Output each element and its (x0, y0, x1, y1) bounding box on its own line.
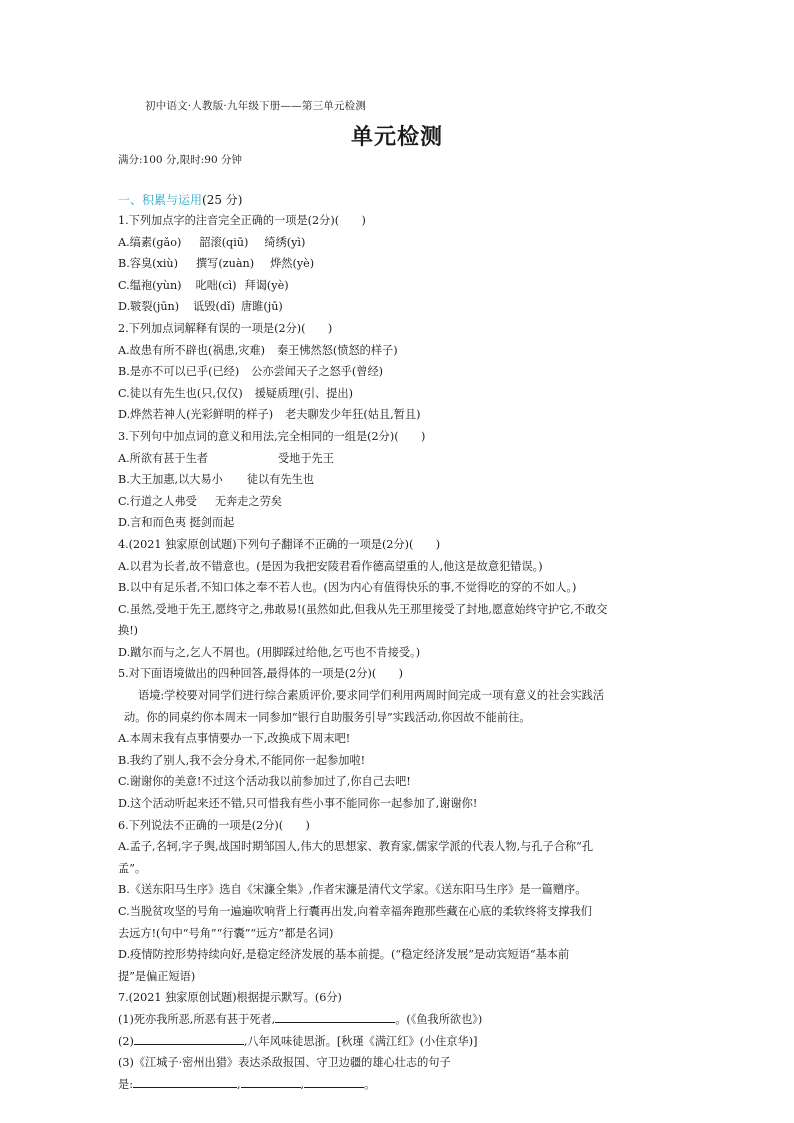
question-7-item-2 (118, 1031, 678, 1053)
question-6-option-a-cont: 孟”。 (118, 861, 147, 875)
option-part: B.大王加惠,以大易小 (118, 473, 223, 487)
option-part: 诋毁(dǐ) (193, 300, 235, 314)
question-2-option-d (118, 404, 678, 426)
question-5-context-cont: 动。你的同桌约你本周末一同参加“银行自助服务引导”实践活动,你因故不能前往。 (124, 710, 531, 724)
question-4-option-d: D.蹴尔而与之,乞人不屑也。(用脚踩过给他,乞丐也不肯接受。) (118, 645, 421, 659)
document-subtitle: 初中语文·人教版·九年级下册——第三单元检测 (145, 100, 367, 112)
question-3-option-b (118, 469, 678, 491)
option-part: C.徒以有先生也(只,仅仅) (118, 386, 243, 400)
item-text: , (236, 1077, 241, 1091)
question-5-context: 语境:学校要对同学们进行综合素质评价,要求同学们利用两周时间完成一项有意义的社会实践活 (138, 689, 605, 703)
question-4-stem: 4.(2021 独家原创试题)下列句子翻译不正确的一项是(2分)( ) (118, 537, 441, 551)
option-part: D.皲裂(jūn) (118, 300, 180, 314)
option-part: 秦王怫然怒(愤怒的样子) (276, 343, 398, 357)
question-list (118, 210, 678, 1095)
option-part: B.容臭(xiù) (118, 257, 178, 271)
score-time-info: 满分:100 分,限时:90 分钟 (118, 154, 242, 166)
item-text: 。(《鱼我所欲也》) (395, 1012, 483, 1026)
option-part: C.缊袍(yùn) (118, 278, 182, 292)
option-part: 绮绣(yì) (264, 235, 306, 249)
question-1-option-d (118, 296, 678, 318)
question-1-stem: 1.下列加点字的注音完全正确的一项是(2分)( ) (118, 214, 366, 227)
section-score: (25 分) (202, 193, 243, 207)
question-3-stem: 3.下列句中加点词的意义和用法,完全相同的一组是(2分)( ) (118, 429, 426, 443)
option-part: 徒以有先生也 (246, 473, 314, 487)
option-part: 公亦尝闻天子之怒乎(曾经) (251, 365, 383, 379)
option-part: A.缟素(gǎo) (118, 235, 182, 249)
question-7-item-1 (118, 1009, 678, 1031)
item-text: ,八年风味徒思浙。[秋瑾《满江红》(小住京华)] (243, 1034, 478, 1048)
question-6-option-c-cont: 去远方!(句中“号角”“行囊”“远方”都是名词) (118, 926, 334, 940)
question-6-option-d: D.疫情防控形势持续向好,是稳定经济发展的基本前提。(“稳定经济发展”是动宾短语“基本前 (118, 948, 570, 962)
option-part: A.故患有所不辟也(祸患,灾难) (118, 343, 265, 357)
question-2-option-c (118, 383, 678, 405)
option-part: 烨然(yè) (270, 257, 315, 271)
question-5-stem: 5.对下面语境做出的四种回答,最得体的一项是(2分)( ) (118, 667, 403, 681)
item-text: 是: (118, 1077, 133, 1091)
question-5-option-b: B.我约了别人,我不会分身术,不能同你一起参加啦! (118, 753, 366, 767)
option-part: 韶滚(qiū) (199, 235, 249, 249)
question-3-option-a (118, 448, 678, 470)
question-4-option-b: B.以中有足乐者,不知口体之奉不若人也。(因为内心有值得快乐的事,不觉得吃的穿的不如人。) (118, 581, 577, 595)
option-part: B.是亦不可以已乎(已经) (118, 365, 240, 379)
question-6-option-a: A.孟子,名轲,字子舆,战国时期邹国人,伟大的思想家、教育家,儒家学派的代表人物,与孔子合称“孔 (118, 840, 594, 854)
section-name: 一、积累与运用 (118, 193, 203, 207)
question-4-option-c: C.虽然,受地于先王,愿终守之,弗敢易!(虽然如此,但我从先王那里接受了封地,愿意始终守护它,不敢交 (118, 602, 608, 616)
question-5-option-c: C.谢谢你的美意!不过这个活动我以前参加过了,你自己去吧! (118, 775, 411, 789)
option-part: A.所欲有甚于生者 (118, 451, 208, 465)
answer-blank[interactable] (134, 1032, 244, 1045)
item-text: , (300, 1077, 305, 1091)
question-5-option-d: D.这个活动听起来还不错,只可惜我有些小事不能同你一起参加了,谢谢你! (118, 797, 478, 811)
section-heading (118, 191, 242, 208)
option-part: C.行道之人弗受 (118, 494, 197, 508)
answer-blank[interactable] (133, 1075, 237, 1088)
question-3-option-c (118, 491, 678, 513)
option-part: 老夫聊发少年狂(姑且,暂且) (285, 408, 421, 422)
answer-blank[interactable] (304, 1075, 364, 1088)
option-part: 无奔走之劳矣 (214, 494, 282, 508)
question-7-item-3: (3)《江城子·密州出猎》表达杀敌报国、守卫边疆的雄心壮志的句子 (118, 1056, 451, 1070)
item-text: (1)死亦我所恶,所恶有甚于死者, (118, 1012, 276, 1026)
question-1-option-b (118, 253, 678, 275)
question-2-option-a (118, 340, 678, 362)
question-3-option-d: D.言和而色夷 挺剑而起 (118, 516, 235, 530)
question-5-option-a: A.本周末我有点事情要办一下,改换成下周末吧! (118, 732, 351, 746)
question-7-stem: 7.(2021 独家原创试题)根据提示默写。(6分) (118, 991, 342, 1005)
answer-blank[interactable] (241, 1075, 301, 1088)
question-4-option-c-cont: 换!) (118, 624, 139, 638)
question-6-option-b: B.《送东阳马生序》选自《宋濂全集》,作者宋濂是清代文学家。《送东阳马生序》是一篇赠序。 (118, 883, 587, 897)
option-part: 撰写(zuàn) (195, 257, 255, 271)
option-part: 唐雎(jū) (240, 300, 283, 314)
question-1-option-c (118, 275, 678, 297)
question-6-option-d-cont: 提”是偏正短语) (118, 969, 196, 983)
question-2-option-b (118, 361, 678, 383)
option-part: 叱咄(cì) (195, 278, 237, 292)
question-6-option-c: C.当脱贫攻坚的号角一遍遍吹响背上行囊再出发,向着幸福奔跑那些藏在心底的柔软终将支撑我们 (118, 905, 592, 918)
item-text: (2) (118, 1034, 134, 1048)
page-title: 单元检测 (350, 125, 443, 150)
item-text: 。 (364, 1077, 376, 1091)
question-2-stem: 2.下列加点词解释有误的一项是(2分)( ) (118, 321, 333, 335)
option-part: 拜谒(yè) (244, 278, 289, 292)
option-part: 受地于先王 (277, 451, 334, 465)
question-4-option-a: A.以君为长者,故不错意也。(是因为我把安陵君看作德高望重的人,他这是故意犯错误。) (118, 559, 543, 573)
question-7-item-3-answer (118, 1074, 678, 1096)
answer-blank[interactable] (275, 1010, 395, 1023)
option-part: 援疑质理(引、提出) (254, 386, 353, 400)
question-1-option-a (118, 232, 678, 254)
option-part: D.烨然若神人(光彩鲜明的样子) (118, 408, 274, 422)
question-6-stem: 6.下列说法不正确的一项是(2分)( ) (118, 818, 310, 832)
